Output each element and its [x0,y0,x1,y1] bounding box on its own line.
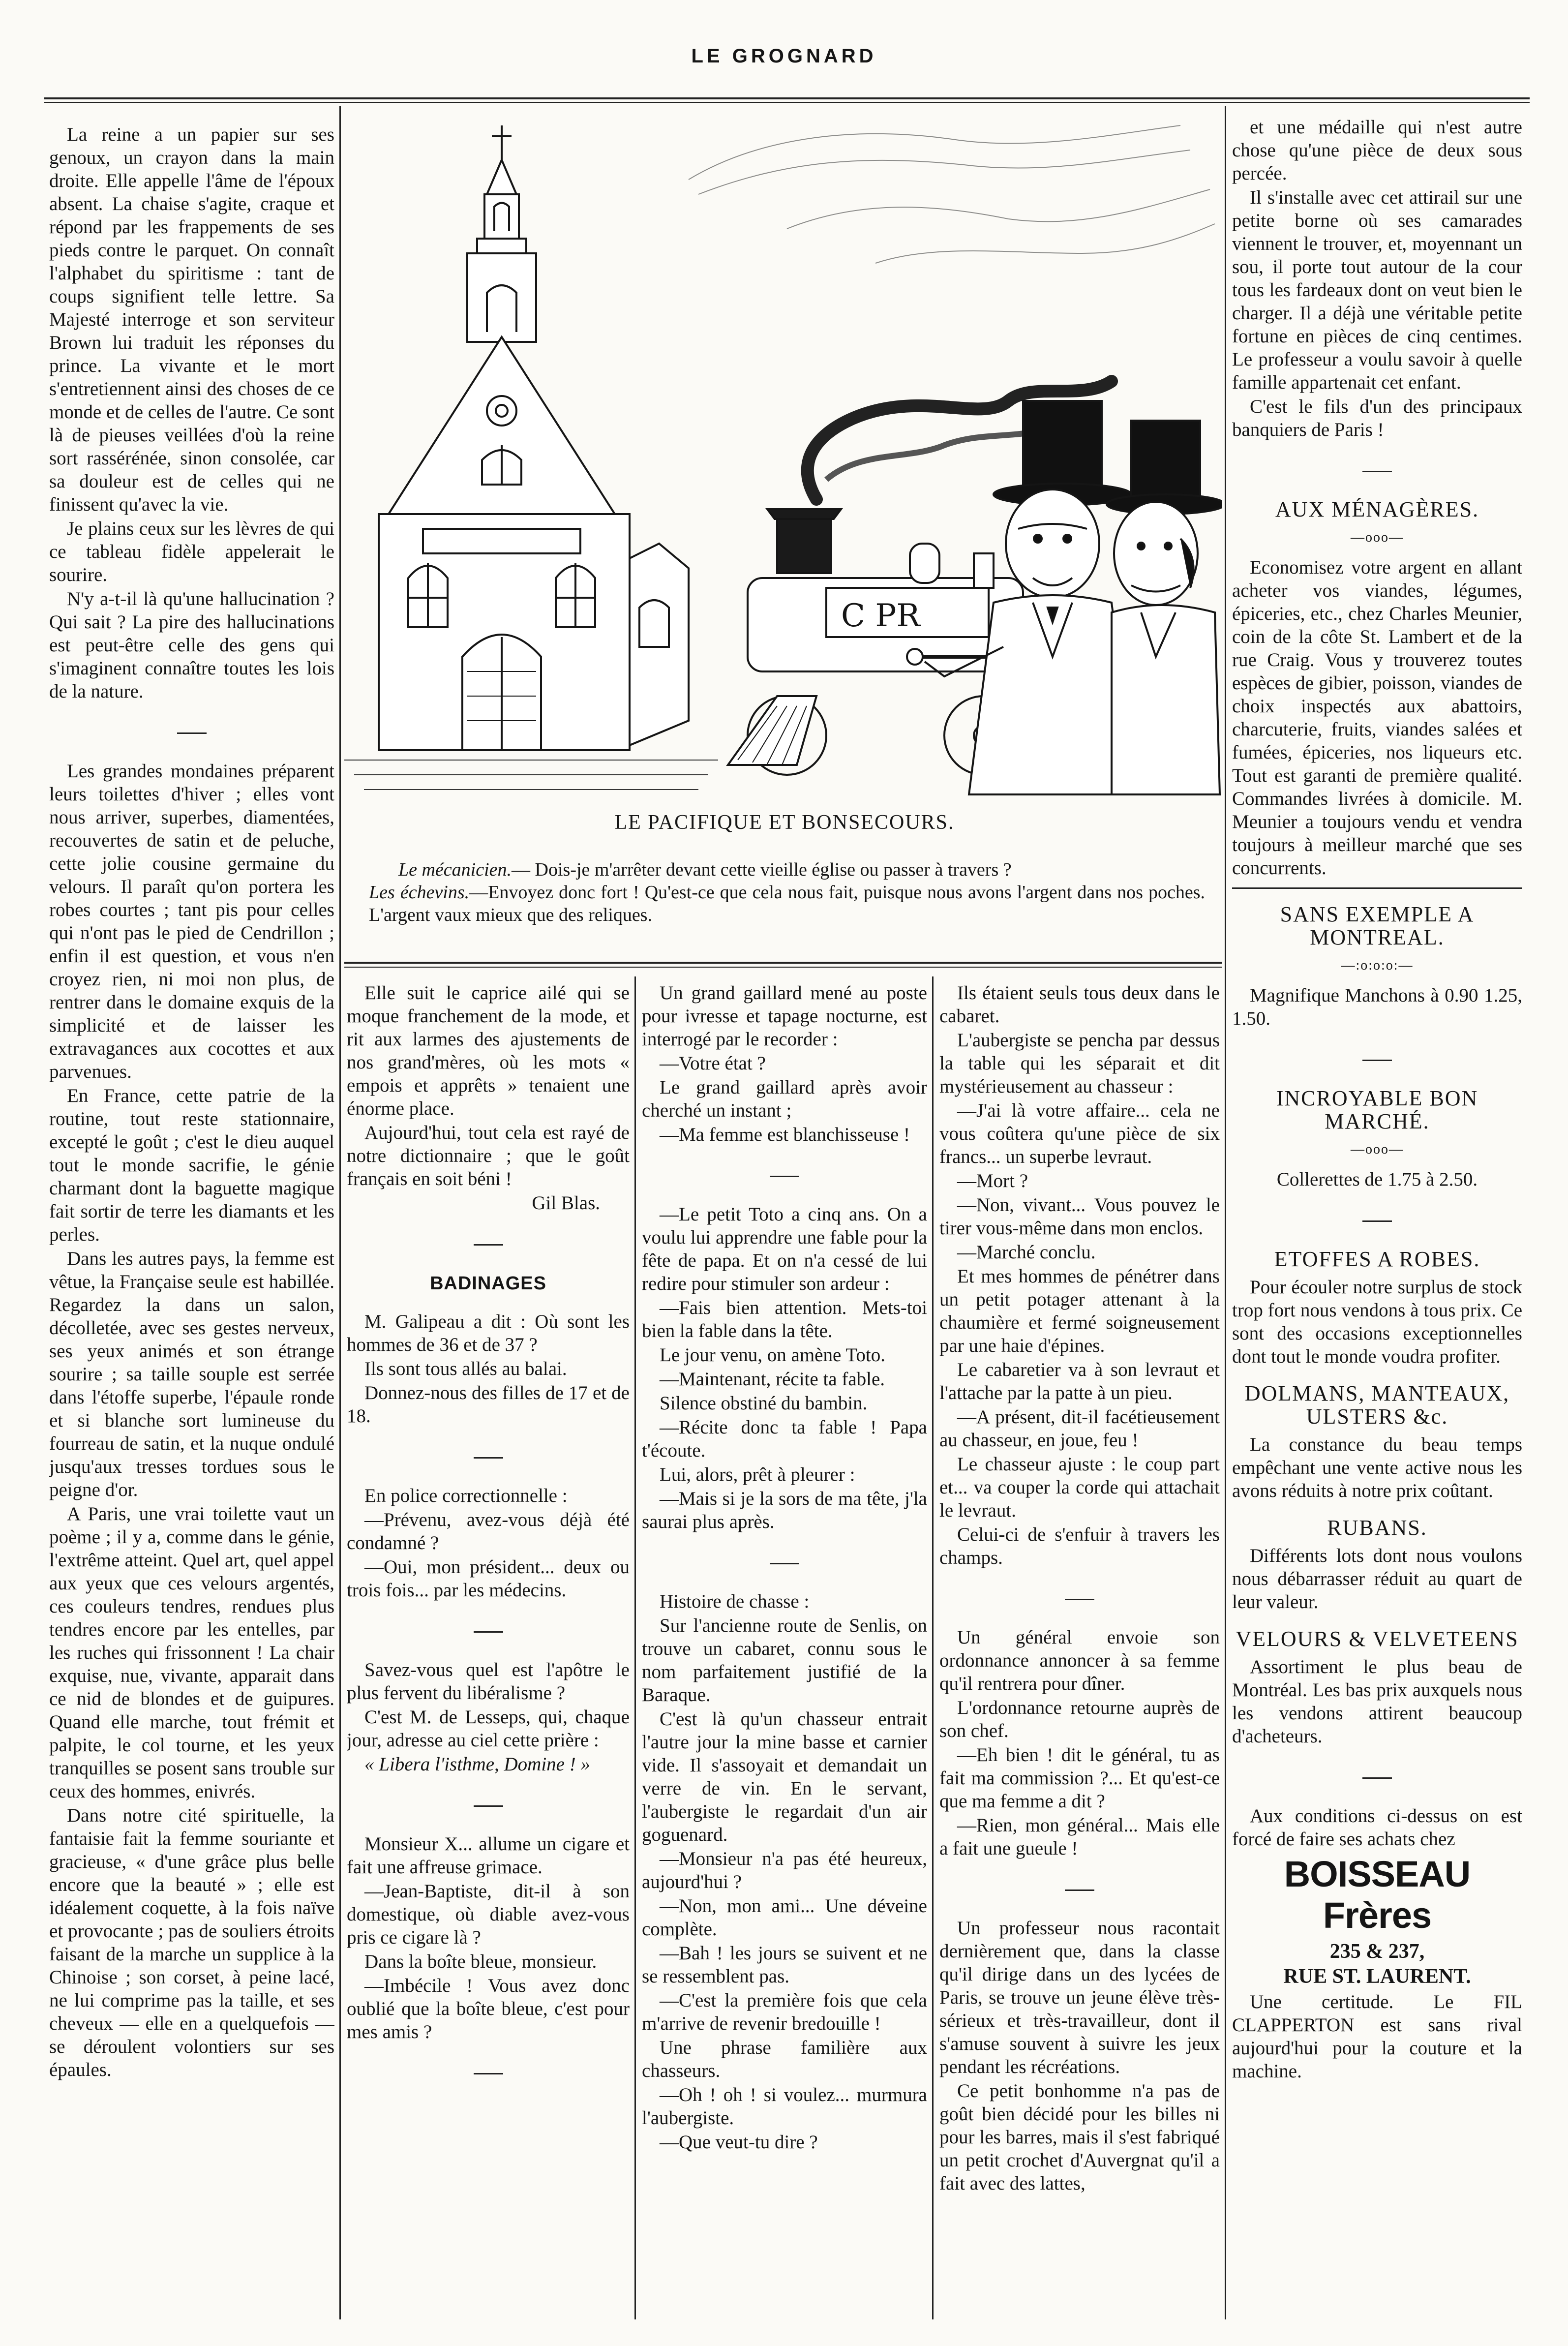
paragraph: —Eh bien ! dit le général, tu as fait ma commission ?... Et qu'est-ce que ma femme a dit ? [939,1744,1220,1812]
ad-heading: AUX MÉNAGÈRES. [1275,497,1479,521]
svg-text:C PR: C PR [841,598,920,634]
paragraph: —Mort ? [957,1170,1028,1191]
paragraph: C'est M. de Lesseps, qui, chaque jour, adresse au ciel cette prière : [347,1706,630,1751]
legend-text: —Envoyez donc fort ! Qu'est-ce que cela nous fait, puisque nous avons l'argent dans nos poches. L'argent vaux mieux que des reliques. [369,882,1205,925]
column-rule [634,976,636,2319]
legend-speaker: Le mécanicien. [398,859,512,880]
paragraph: Et mes hommes de pénétrer dans un petit potager attenant à la chaumière et fermé soigneusement par une haie d'épines. [939,1266,1220,1356]
ad-text: Aux conditions ci-dessus on est forcé de faire ses achats chez [1232,1805,1522,1850]
ad-heading: RUBANS. [1327,1516,1427,1540]
illustration-legend [369,858,1205,926]
ad-heading: INCROYABLE BON MARCHÉ. [1276,1086,1478,1133]
ad-heading: ETOFFES A ROBES. [1274,1247,1480,1271]
church [379,125,689,750]
column-rule [1225,106,1226,2319]
paragraph: —Mais si je la sors de ma tête, j'la saurai plus après. [642,1488,927,1532]
section-separator [642,1163,927,1186]
masthead-rule-thin [44,102,1530,103]
paragraph: Un grand gaillard mené au poste pour ivresse et tapage nocturne, est interrogé par le recorder : [642,982,927,1050]
paragraph: —Marché conclu. [957,1242,1096,1263]
section-separator [1232,458,1522,481]
paragraph: « Libera l'isthme, Domine ! » [364,1754,590,1775]
paragraph: —A présent, dit-il facétieusement au chasseur, en joue, feu ! [939,1406,1220,1451]
section-separator [939,1877,1220,1900]
paragraph: Ils étaient seuls tous deux dans le cabaret. [939,982,1220,1027]
paragraph: L'ordonnance retourne auprès de son chef. [939,1697,1220,1741]
paragraph: N'y a-t-il là qu'une hallucination ? Qui sait ? La pire des hallucinations est peut-être celle des gens qui s'imaginent connaître toutes les lois de la nature. [49,588,334,702]
ad-heading: SANS EXEMPLE A MONTREAL. [1280,902,1475,949]
section-separator [347,1793,630,1816]
paragraph: —Non, vivant... Vous pouvez le tirer vous-même dans mon enclos. [939,1194,1220,1239]
paragraph: —Monsieur n'a pas été heureux, aujourd'hui ? [642,1848,927,1892]
paragraph: —Bah ! les jours se suivent et ne se ressemblent pas. [642,1943,927,1987]
signature: Gil Blas. [532,1192,600,1214]
advertiser-street: RUE ST. LAURENT. [1283,1965,1471,1988]
paragraph: Un général envoie son ordonnance annoncer à sa femme qu'il rentrera pour dîner. [939,1627,1220,1694]
section-separator [642,1550,927,1573]
illustration [344,106,1222,799]
paragraph: Lui, alors, prêt à pleurer : [660,1464,855,1485]
paragraph: —Non, mon ami... Une déveine complète. [642,1895,927,1940]
ad-text: Economisez votre argent en allant acheter vos viandes, légumes, épiceries, etc., chez Charles Meunier, coin de la côte St. Lambert et de la rue Craig. Vous y trouverez toutes espèces de gibier, poisson, viandes de choix inspectés aux abattoirs, charcuterie, fruits, viandes salées et fumées, épiceries, nos liqueurs etc. Tout est garanti de première qualité. Commandes livrées à domicile. M. Meunier a toujours vendu et vendra toujours à meilleur marché que ses concurrents. [1232,557,1522,879]
ad-text: La constance du beau temps empêchant une vente active nous les avons réduits à notre prix coûtant. [1232,1434,1522,1501]
paragraph: —Fais bien attention. Mets-toi bien la fable dans la tête. [642,1297,927,1341]
paragraph: —Oui, mon président... deux ou trois fois... par les médecins. [347,1556,630,1601]
paragraph: —Jean-Baptiste, dit-il à son domestique, où diable avez-vous pris ce cigare là ? [347,1881,630,1948]
paragraph: —Prévenu, avez-vous déjà été condamné ? [347,1509,630,1554]
section-separator [939,1586,1220,1609]
advertiser-name: BOISSEAU Frères [1284,1854,1471,1936]
paragraph: L'aubergiste se pencha par dessus la table qui les séparait et dit mystérieusement au chasseur : [939,1030,1220,1097]
ad-text: Collerettes de 1.75 à 2.50. [1276,1169,1478,1190]
paragraph: Il s'installe avec cet attirail sur une petite borne où ses camarades viennent le trouver, et, moyennant un sou, il porte tout autour de la cour tous les fardeaux dont on veut bien le charger. Il a déjà une véritable petite fortune en pièces de cinq centimes. Le professeur a voulu savoir à quelle famille appartenait cet enfant. [1232,187,1522,393]
column-rule [932,976,934,2319]
column-rule [339,106,341,2319]
section-separator [49,720,334,743]
paragraph: —Récite donc ta fable ! Papa t'écoute. [642,1417,927,1461]
paragraph: Je plains ceux sur les lèvres de qui ce tableau fidèle appelerait le sourire. [49,518,334,585]
paragraph: Les grandes mondaines préparent leurs toilettes d'hiver ; elles vont nous arriver, superbes, diamentées, recouvertes de satin et de peluche, cette jolie cousine germaine du velours. Il paraît qu'on portera les robes courtes ; tant pis pour celles qui n'ont pas le pied de Cendrillon ; enfin il est question, et vous n'en croyez rien, ni moi non plus, de rentrer dans le domaine exquis de la simplicité et de laisser les extravagances aux cocottes et aux parvenues. [49,761,334,1082]
paragraph: Le chasseur ajuste : le coup part et... va couper la corde qui attachait le levraut. [939,1454,1220,1521]
section-separator [1232,1047,1522,1070]
advertiser-number: 235 & 237, [1329,1940,1425,1963]
paragraph: Monsieur X... allume un cigare et fait une affreuse grimace. [347,1833,630,1878]
paragraph: En police correctionnelle : [364,1485,568,1506]
section-separator [347,1231,630,1254]
paragraph: —C'est la première fois que cela m'arrive de revenir bredouille ! [642,1990,927,2034]
paragraph: —Le petit Toto a cinq ans. On a voulu lui apprendre une fable pour la fête de papa. Et on n'a cessé de lui redire pour stimuler son ardeur : [642,1204,927,1294]
paragraph: Dans la boîte bleue, monsieur. [364,1951,597,1972]
paragraph: —Votre état ? [660,1053,766,1074]
ornament: —:o:o:o:— [1341,958,1414,973]
ad-text: Pour écouler notre surplus de stock trop fort nous vendons à tous prix. Ce sont des occasions exceptionnelles dont tout le monde voudra profiter. [1232,1277,1522,1367]
masthead-rule [44,97,1530,99]
paragraph: —Maintenant, récite ta fable. [660,1369,885,1390]
column-5 [1232,116,1522,2312]
ornament: —ooo— [1351,1142,1404,1157]
column-2 [347,981,630,2312]
paragraph: —Imbécile ! Vous avez donc oublié que la boîte bleue, c'est pour mes amis ? [347,1975,630,2042]
column-3 [642,981,927,2312]
ad-heading: VELOURS & VELVETEENS [1236,1627,1519,1651]
column-1 [49,123,334,2312]
ornament: —ooo— [1351,530,1404,545]
paragraph: Ce petit bonhomme n'a pas de goût bien décidé pour les billes ni pour les barres, mais il s'est fabriqué un petit crochet d'Auvergnat qu'il a fait avec des lattes, [939,2080,1220,2194]
paragraph: C'est là qu'un chasseur entrait l'autre jour la mine basse et carnier vide. Il s'assoyait et demandait un verre de vin. En le servant, l'aubergiste le regardait d'un air goguenard. [642,1708,927,1845]
paragraph: Dans notre cité spirituelle, la fantaisie fait la femme souriante et gracieuse, « d'une grâce plus belle encore que la beauté » ; elle est idéalement coquette, à la fois naïve et provocante ; pas de souliers étroits faisant de la marche un supplice à la Chinoise ; son corset, à peine lacé, ne lui comprime pas la taille, et ses cheveux — elle en a quelquefois — se déroulent volontiers sur ses épaules. [49,1805,334,2080]
paragraph: Celui-ci de s'enfuir à travers les champs. [939,1524,1220,1568]
paragraph: Le jour venu, on amène Toto. [660,1344,886,1366]
paragraph: Histoire de chasse : [660,1591,810,1612]
paragraph: Savez-vous quel est l'apôtre le plus fervent du libéralisme ? [347,1659,630,1704]
paragraph: —Ma femme est blanchisseuse ! [660,1124,910,1145]
paragraph: Silence obstiné du bambin. [660,1393,868,1414]
paragraph: C'est le fils d'un des principaux banquiers de Paris ! [1232,396,1522,440]
paragraph: M. Galipeau a dit : Où sont les hommes de 36 et de 37 ? [347,1311,630,1355]
paragraph: Donnez-nous des filles de 17 et de 18. [347,1382,630,1427]
illustration-title: LE PACIFIQUE ET BONSECOURS. [614,811,955,834]
paragraph: Sur l'ancienne route de Senlis, on trouve un cabaret, connu sous le nom parfaitement justifié de la Baraque. [642,1615,927,1706]
paragraph: et une médaille qui n'est autre chose qu'une pièce de deux sous percée. [1232,117,1522,184]
paragraph: Un professeur nous racontait dernièrement que, dans la classe qu'il dirige dans un des lycées de Paris, se trouve un jeune élève très-sérieux et très-travailleur, dont il s'amuse souvent à suivre les jeux pendant les récréations. [939,1918,1220,2077]
paragraph: —Rien, mon général... Mais elle a fait une gueule ! [939,1815,1220,1859]
paragraph: Aujourd'hui, tout cela est rayé de notre dictionnaire ; que le goût français en soit béni ! [347,1122,630,1189]
paragraph: En France, cette patrie de la routine, tout reste stationnaire, excepté le goût ; c'est le dieu auquel tout le monde sacrifie, le génie charmant dont la baguette magique fait sortir de terre les diamants et les perles. [49,1085,334,1245]
column-4 [939,981,1220,2312]
paragraph: A Paris, une vrai toilette vaut un poème ; il y a, comme dans le génie, l'extrême atteint. Quel art, quel appel aux yeux que ces velours argentés, ces couleurs tendres, rendues plus tendres encore par les entelles, par les ruches qui frissonnent ! La chair exquise, nue, vivante, apparait dans ce nid de blondes et de guipures. Quand elle marche, tout frémit et palpite, le col tourne, et les yeux tranquilles se posent sans trouble sur ceux des hommes, enivrés. [49,1503,334,1802]
paragraph: —Oh ! oh ! si voulez... murmura l'aubergiste. [642,2084,927,2129]
ad-text: Différents lots dont nous voulons nous débarrasser réduit au quart de leur valeur. [1232,1545,1522,1613]
paragraph: La reine a un papier sur ses genoux, un crayon dans la main droite. Elle appelle l'âme de l'époux absent. La chaise s'agite, craque et répond par les frappements de ses pieds contre le parquet. On connaît l'alphabet du spiritisme : tant de coups signifient telle lettre. Sa Majesté interroge et son serviteur Brown lui traduit les réponses du prince. La vivante et le mort s'entretiennent ainsi des choses de ce monde et de celles de l'autre. Ce sont là de pieuses veillées d'où la reine sort rassérénée, sinon consolée, car sa douleur est de celles qui ne finissent qu'avec la vie. [49,124,334,515]
ad-text: Une certitude. Le FIL CLAPPERTON est sans rival aujourd'hui pour la couture et la machine. [1232,1991,1522,2082]
paragraph: Une phrase familière aux chasseurs. [642,2037,927,2081]
section-separator [1232,1208,1522,1231]
ad-text: Assortiment le plus beau de Montréal. Les bas prix auxquels nous les vendons attirent beaucoup d'acheteurs. [1232,1656,1522,1747]
section-heading: BADINAGES [429,1273,547,1294]
section-separator [347,1444,630,1467]
section-separator [347,1618,630,1642]
illustration-drawing [344,106,1222,799]
paragraph: —Que veut-tu dire ? [660,2132,818,2153]
masthead: LE GROGNARD [691,45,877,67]
section-separator [1232,1765,1522,1788]
ad-heading: DOLMANS, MANTEAUX, ULSTERS &c. [1244,1381,1510,1429]
ad-text: Magnifique Manchons à 0.90 1.25, 1.50. [1232,985,1522,1029]
section-separator [347,2060,630,2083]
illustration-rule [344,962,1222,964]
paragraph: Le grand gaillard après avoir cherché un instant ; [642,1077,927,1121]
illustration-rule-thin [344,967,1222,968]
paragraph: Elle suit le caprice ailé qui se moque franchement de la mode, et rit aux larmes des ajustements de nos grand'mères, où les mots « empois et apprêts » tenaient une énorme place. [347,982,630,1119]
legend-text: — Dois-je m'arrêter devant cette vieille église ou passer à travers ? [512,859,1012,880]
paragraph: Le cabaretier va à son levraut et l'attache par la patte à un pieu. [939,1359,1220,1403]
legend-speaker: Les échevins. [369,882,470,903]
paragraph: Dans les autres pays, la femme est vêtue, la Française seule est habillée. Regardez la dans un salon, décolletée, avec ses gestes nerveux, ses yeux animés et son étrange sourire ; sa taille souple est serrée dans l'étoffe superbe, l'épaule ronde et si blanche sort lumineuse du fourreau de satin, et la nuque ondulé jusqu'aux tresses tordues sous le peigne d'or. [49,1248,334,1500]
paragraph: —J'ai là votre affaire... cela ne vous coûtera qu'une pièce de six francs... un superbe levraut. [939,1100,1220,1167]
paragraph: Ils sont tous allés au balai. [364,1358,567,1379]
ad-rule [1232,887,1522,889]
